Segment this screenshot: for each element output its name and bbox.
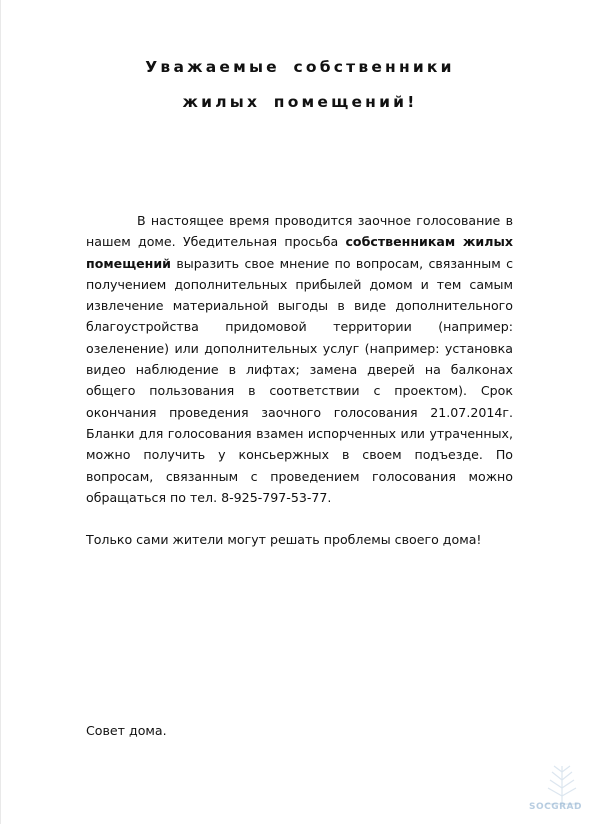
signature: Совет дома.	[86, 723, 167, 738]
closing-sentence: Только сами жители могут решать проблемы своего дома!	[86, 532, 482, 547]
paragraph-bold-phrase: собственникам жилых помещений	[86, 234, 513, 271]
paragraph-text-end: выразить свое мнение по вопросам, связанным с получением дополнительных прибылей домом и тем самым извлечение материальной выгоды в виде дополнительного благоустройства придомовой территории (например: озеленение) или дополнительных услуг (например: установка видео наблюдение в лифтах; замена дверей на балконах общего пользования в соответствии с проектом). Срок окончания проведения заочного голосования 21.07.2014г. Бланки для голосования взамен испорченных или утраченных, можно получить у консьержных в своем подъезде. По вопросам, связанным с проведением голосования можно обращаться по тел. 8-925-797-53-77.	[86, 255, 513, 505]
watermark-text: SOCGRAD	[529, 802, 582, 812]
document-title-line-1: Уважаемые собственники	[145, 58, 455, 76]
main-paragraph	[86, 210, 513, 508]
paragraph-text-start: В настоящее время проводится заочное голосование в нашем доме. Убедительная просьба	[86, 213, 513, 250]
document-title-line-2: жилых помещений!	[182, 93, 418, 111]
